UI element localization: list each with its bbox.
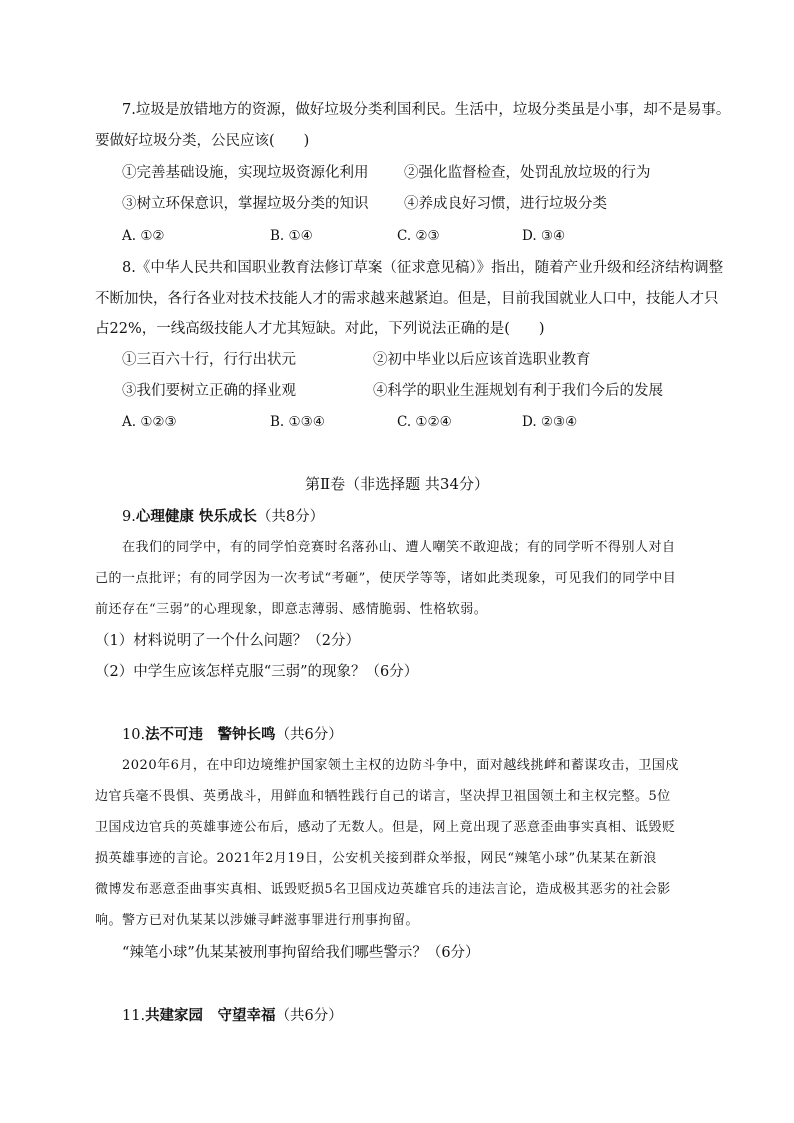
q10-title-score: （共6分） bbox=[275, 727, 343, 743]
q9-material-line2: 己的一点批评；有的同学因为一次考试“考砸”，使厌学等等，诸如此类现象，可见我们的同学中目 bbox=[95, 571, 677, 586]
q7-stem-line1: 7.垃圾是放错地方的资源，做好垃圾分类利国利民。生活中，垃圾分类虽是小事，却不是易事。 bbox=[122, 102, 731, 118]
q11-title bbox=[122, 1006, 343, 1026]
q11-title-score: （共6分） bbox=[275, 1008, 343, 1024]
q8-statement-1: ①三百六十行，行行出状元 bbox=[122, 352, 296, 368]
q8-option-d: D. ②③④ bbox=[522, 414, 578, 430]
q10-title-topic: 法不可违 警钟长鸣 bbox=[145, 726, 276, 743]
q10-material-line1: 2020年6月，在中印边境维护国家领土主权的边防斗争中，面对越线挑衅和蓄谋攻击，卫国戍 bbox=[122, 758, 679, 773]
q7-option-c: C. ②③ bbox=[397, 228, 440, 244]
q7-option-a: A. ①② bbox=[122, 228, 165, 244]
q7-option-b: B. ①④ bbox=[270, 228, 313, 244]
q9-subquestion-1: （1）材料说明了一个什么问题？（2分） bbox=[95, 633, 360, 649]
q7-statement-3: ③树立环保意识，掌握垃圾分类的知识 bbox=[122, 196, 369, 212]
q9-material-line1: 在我们的同学中，有的同学怕竞赛时名落孙山、遭人嘲笑不敢迎战；有的同学听不得别人对自 bbox=[122, 540, 676, 555]
q10-material-line2: 边官兵毫不畏惧、英勇战斗，用鲜血和牺牲践行自己的诺言，坚决捍卫祖国领土和主权完整。5位 bbox=[95, 789, 671, 804]
q7-statement-4: ④养成良好习惯，进行垃圾分类 bbox=[404, 196, 607, 212]
q10-material-line4: 损英雄事迹的言论。2021年2月19日，公安机关接到群众举报，网民“辣笔小球”仇某某在新浪 bbox=[95, 851, 657, 866]
q9-title-number: 9. bbox=[122, 509, 136, 525]
q10-question: “辣笔小球”仇某某被刑事拘留给我们哪些警示？（6分） bbox=[122, 945, 480, 961]
q8-stem-line3: 占22%，一线高级技能人才尤其短缺。对此，下列说法正确的是( ) bbox=[95, 321, 545, 337]
q7-statement-2: ②强化监督检查，处罚乱放垃圾的行为 bbox=[404, 165, 651, 181]
q10-material-line3: 卫国戍边官兵的英雄事迹公布后，感动了无数人。但是，网上竟出现了恶意歪曲事实真相、诋毁贬 bbox=[95, 820, 676, 835]
q7-option-d: D. ③④ bbox=[522, 228, 566, 244]
q8-option-c: C. ①②④ bbox=[397, 414, 452, 430]
q8-option-b: B. ①③④ bbox=[270, 414, 325, 430]
q9-title bbox=[122, 507, 324, 527]
q9-subquestion-2: （2）中学生应该怎样克服“三弱”的现象？（6分） bbox=[95, 664, 419, 680]
q8-stem-line1: 8.《中华人民共和国职业教育法修订草案（征求意见稿）》指出，随着产业升级和经济结构调整 bbox=[122, 260, 724, 276]
q8-statement-2: ②初中毕业以后应该首选职业教育 bbox=[373, 352, 591, 368]
q8-stem-line2: 不断加快，各行各业对技术技能人才的需求越来越紧迫。但是，目前我国就业人口中，技能人才只 bbox=[95, 291, 719, 307]
q7-statement-1: ①完善基础设施，实现垃圾资源化利用 bbox=[122, 165, 369, 181]
section-title: 第Ⅱ卷（非选择题 共34分） bbox=[304, 475, 490, 493]
q10-title-number: 10. bbox=[122, 727, 146, 743]
q10-material-line5: 微博发布恶意歪曲事实真相、诋毁贬损5名卫国戍边英雄官兵的违法言论，造成极其恶劣的社会影 bbox=[95, 882, 671, 897]
q9-material-line3: 前还存在“三弱”的心理现象，即意志薄弱、感情脆弱、性格软弱。 bbox=[95, 602, 488, 617]
q10-material-line6: 响。警方已对仇某某以涉嫌寻衅滋事罪进行刑事拘留。 bbox=[95, 913, 420, 928]
q9-title-score: （共8分） bbox=[256, 509, 325, 525]
q11-title-number: 11. bbox=[122, 1008, 146, 1024]
q8-option-a: A. ①②③ bbox=[122, 414, 177, 430]
q10-title bbox=[122, 725, 343, 745]
q11-title-topic: 共建家园 守望幸福 bbox=[145, 1007, 276, 1024]
q9-title-topic: 心理健康 快乐成长 bbox=[135, 508, 257, 525]
q8-statement-4: ④科学的职业生涯规划有利于我们今后的发展 bbox=[373, 383, 663, 399]
q8-statement-3: ③我们要树立正确的择业观 bbox=[122, 383, 296, 399]
q7-stem-line2: 要做好垃圾分类，公民应该( ) bbox=[95, 133, 310, 149]
